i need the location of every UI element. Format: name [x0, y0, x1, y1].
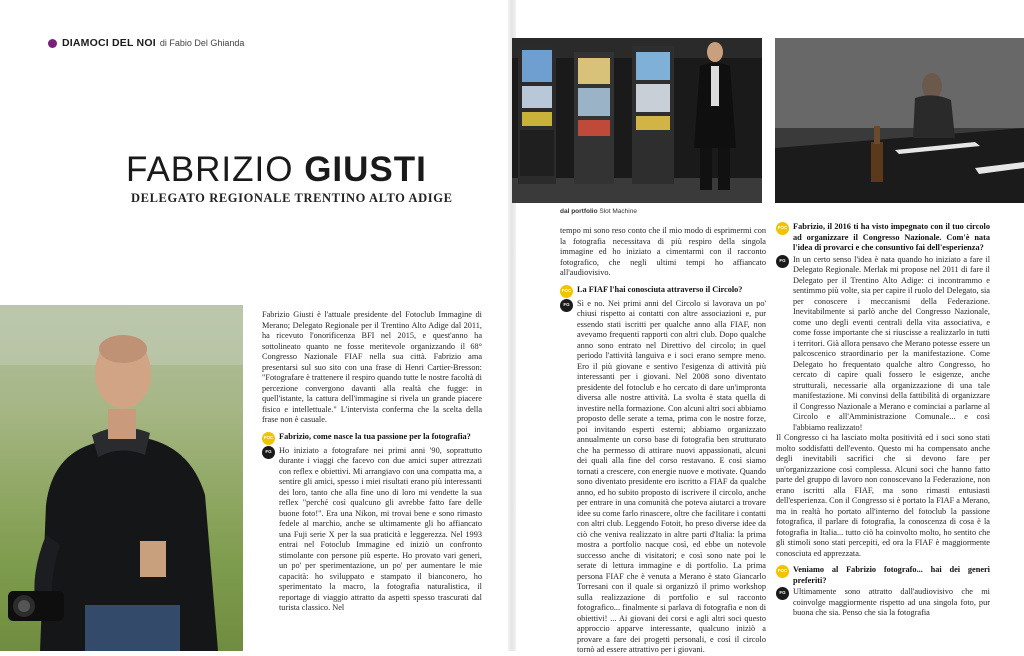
question-2	[560, 285, 766, 298]
question-4-text: Veniamo al Fabrizio fotografo... hai dei generi preferiti?	[793, 565, 990, 585]
fg-badge-icon: FG	[776, 255, 789, 268]
fg-badge-icon: FG	[560, 299, 573, 312]
fg-badge-icon: FG	[776, 587, 789, 600]
answer-4	[776, 587, 990, 619]
foc-badge-icon: FOC	[262, 432, 275, 445]
caption-name: Slot Machine	[599, 208, 637, 215]
slot-machine-photo	[512, 38, 762, 203]
foc-badge-icon: FOC	[560, 285, 573, 298]
page-title	[126, 150, 427, 190]
question-2-text: La FIAF l'hai conosciuta attraverso il Circolo?	[577, 284, 743, 294]
foc-badge-icon: FOC	[776, 222, 789, 235]
article-column-2	[560, 226, 766, 656]
question-3-text: Fabrizio, il 2016 ti ha visto impegnato con il tuo circolo ad organizzare il Congresso Nazionale. Com'è nata l'idea di provarci e che consuntivo fai dell'esperienza?	[793, 222, 990, 252]
intro-paragraph: Fabrizio Giusti è l'attuale presidente del Fotoclub Immagine di Merano; Delegato Regionale per il Trentino Alto Adige dal 2011, ha ricevuto l'onorificenza BFI nel 2015, e quest'anno ha sottolineato quanto ne fosse meritevole organizzando il 68° Congresso Nazionale FIAF nella sua città. Fabrizio ama presentarsi sul suo sito con una frase di Henri Cartier-Bresson: "Fotografare è trattenere il respiro quando tutte le nostre facoltà di percezione convergono davanti alla realtà che fugge: in quell'istante, la cattura dell'immagine si rivela un grande piacere fisico e intellettuale." L'intervista conferma che la scelta della frase non è casuale.	[262, 310, 482, 424]
fg-badge-icon: FG	[262, 446, 275, 459]
byline: di Fabio Del Ghianda	[159, 38, 245, 48]
answer-3	[776, 255, 990, 434]
title-last-name: GIUSTI	[304, 150, 427, 189]
portfolio-photo	[775, 38, 1024, 203]
answer-4-text: Ultimamente sono attratto dall'audiovisivo che mi coinvolge maggiormente rispetto ad una singola foto, pur buona che sia. Penso che sia la fotografia	[793, 587, 990, 617]
section-header	[48, 37, 244, 49]
section-name: DIAMOCI DEL NOI	[62, 37, 156, 49]
page-subtitle: DELEGATO REGIONALE TRENTINO ALTO ADIGE	[131, 191, 453, 205]
answer-2-text: Sì e no. Nei primi anni del Circolo si lavorava un po' chiusi rispetto ai contatti con altre associazioni e, pur essendo stati iscritti per qualche anno alla FIAF, non avevamo frequenti rapporti con altri club. Dopo qualche anno sono entrato nel Direttivo del circolo; in quel periodo l'attività languiva e i soci erano sempre meno. Ero il più giovane e sentivo l'esigenza di attività più interessanti per i giovani. Nel 2008 sono diventato presidente del fotoclub e ho cercato di dare un'impronta diversa alle nostre attività. La svolta è stata quella di investire nella formazione. Con alcuni altri soci abbiamo proposto delle serate a tema, prima con le nostre forze, poi invitando esperti esterni; abbiamo organizzato annualmente un corso base di fotografia ben strutturato che ha permesso di attirare nuovi appassionati, alcuni dei quali alla fine del corso restavano. E così siamo tornati a crescere, con energie nuove e motivate. Quando sono diventato presidente ero iscritto a FIAF da qualche anno, ed ho subito proposto di iscrivere il circolo, anche per entrare in una comunità che poteva aiutarci a trovare idee su come farlo rinascere, oltre che facilitare i contatti con altri club. Leggendo Fotoit, ho preso diverse idee da ciò che veniva realizzato in altre parti d'Italia: la prima mostra a portfolio nacque così, ed ebbe un notevole successo anche di visitatori; e così sono nate poi le serate di lettura immagine e di portfolio. La prima persona FIAF che è venuta a Merano è stato Giancarlo Torresani con il quale si organizzò il primo workshop sulla realizzazione di portfolio e sul racconto fotografico... finalmente si parlava di fotografia e non di obiettivi! ... Ai giovani dei corsi e agli altri soci questo approccio apparve interessante, qualcuno iniziò a provare a fare dei progetti personali, e così il circolo tornò ad essere attrattivo per i giovani.	[577, 298, 766, 654]
caption-prefix: dal portfolio	[560, 208, 598, 215]
question-1-text: Fabrizio, come nasce la tua passione per la fotografia?	[279, 431, 471, 441]
article-column-1	[262, 310, 482, 614]
question-3	[776, 222, 990, 254]
question-1	[262, 432, 482, 445]
photo-caption	[560, 208, 637, 215]
portrait-photo	[0, 305, 243, 651]
answer-3-continued: Il Congresso ci ha lasciato molta positività ed i soci sono stati molto soddisfatti dell'evento. Questo mi ha compensato anche degli inevitabili sacrifici che si devono fare per un'organizzazione così complessa. Alcuni soci che hanno fatto parte del gruppo di lavoro non conoscevano la Federazione, non erano iscritti alla FIAF, ma sono rimasti entusiasti dell'esperienza. Con il Congresso si è portato la FIAF a Merano, ma in realtà ho portato all'interno del fotoclub la passione fotografica, il parlare di fotografia, la conoscenza di cosa è la fotografia in Italia... tutto ciò ha coinvolto molto, ho sentito che gli stimoli sono stati percepiti, ed ora la FIAF è maggiormente conosciuta ed apprezzata.	[776, 433, 990, 558]
title-first-name: FABRIZIO	[126, 150, 294, 189]
answer-3-text: In un certo senso l'idea è nata quando ho iniziato a fare il Delegato Regionale. Merlak mi propose nel 2011 di fare il Delegato per il Trentino Alto Adige: ci incontrammo e sentimmo più volte, sia per capire il ruolo del Delegato, sia per conoscere i meccanismi della Federazione. Inevitabilmente si parlò anche del Congresso Nazionale, come uno degli eventi centrali della vita associativa, e come fosse importante che si riuscisse a realizzarlo in tutti i territori. Già allora pensavo che Merano potesse essere un palcoscenico straordinario per la manifestazione. Come Delegato ho frequentato qualche altro Congresso, ho cercato di capire quali fossero le esigenze, anche strutturali, necessarie alla organizzazione di una tale manifestazione. Mi convinsi della fattibilità di organizzare il Congresso Nazionale a Merano e cominciai a parlarne al Circolo e all'Amministrazione Comunale... e così l'abbiamo realizzato!	[793, 254, 990, 432]
article-column-3	[776, 222, 990, 619]
answer-1-text: Ho iniziato a fotografare nei primi anni '90, soprattutto durante i viaggi che facevo con due amici super attrezzati con reflex e obiettivi. Mi arrangiavo con una compatta ma, a sentire gli amici, spesso i miei risultati erano più interessanti dei loro, tanto che alla fine uno di loro mi vendette la sua reflex "perché così qualcuno gli avrebbe fatto fare delle buone foto!". Era una Nikon, mi trovai bene e sono rimasto fedele al marchio, anche se ultimamente gli ho affiancato una Fuji serie X per la sua praticità e leggerezza. Nel 1993 entrai nel Fotoclub Immagine ed iniziò un confronto stimolante con persone più esperte. Ho provato vari generi, un po' per sperimentazione, un po' per aumentare le mie capacità: ho sviluppato e stampato il bianconero, ho sperimentato la macro, la fotografia naturalistica, il reportage di viaggio attratto da aspetti spesso trascurati dal turista classico. Nel	[279, 445, 482, 612]
continued-paragraph: tempo mi sono reso conto che il mio modo di esprimermi con la fotografia necessitava di più respiro della singola immagine ed ho iniziato a cimentarmi con il racconto fotografico, che negli ultimi tempi ho affiancato all'audiovisivo.	[560, 226, 766, 277]
slot-machine-illustration	[512, 38, 762, 203]
bullet-icon	[48, 39, 57, 48]
portrait-illustration	[0, 305, 243, 651]
answer-1	[262, 446, 482, 614]
foc-badge-icon: FOC	[776, 565, 789, 578]
answer-2	[560, 299, 766, 656]
portfolio-illustration	[775, 38, 1024, 203]
question-4	[776, 565, 990, 586]
